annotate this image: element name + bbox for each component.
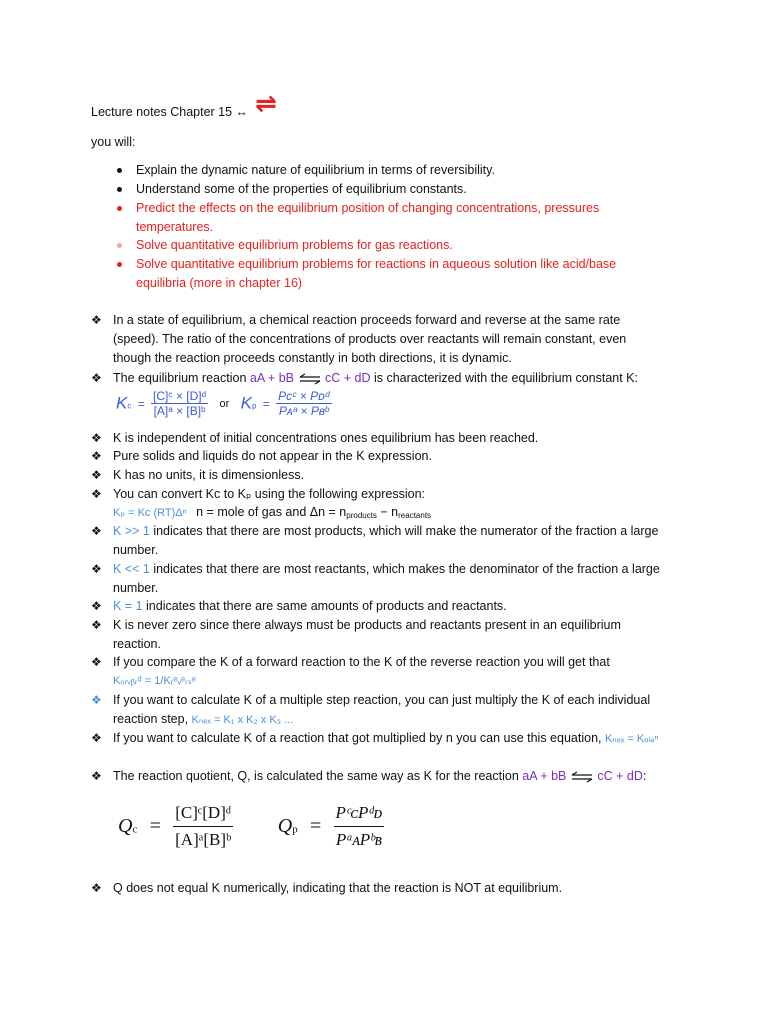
note-text: is characterized with the equilibrium constant K: (370, 371, 638, 385)
note-line: Pure solids and liquids do not appear in the K expression. (113, 449, 432, 463)
multistep-relation: Kₙₑₓ = K₁ x K₂ x K₃ ... (191, 714, 294, 726)
note-line: In a state of equilibrium, a chemical reaction proceeds forward and reverse at the same rate (113, 313, 621, 327)
diamond-bullet-icon: ❖ (91, 562, 102, 576)
diamond-bullet-icon: ❖ (91, 371, 102, 385)
kp-subscript: p (251, 401, 257, 411)
diamond-bullet-icon: ❖ (91, 431, 102, 445)
qp-denominator: PᵃᴀPᵇʙ (335, 830, 383, 849)
kp-kc-conversion: Kₚ = Kᴄ (RT)Δⁿ (113, 507, 187, 519)
equilibrium-arrow-icon: ⇌ (255, 88, 277, 118)
note-line (113, 729, 658, 749)
objective-item: Understand some of the properties of equilibrium constants. (136, 182, 467, 196)
note-text: The equilibrium reaction (113, 371, 250, 385)
objective-item: Predict the effects on the equilibrium position of changing concentrations, pressures (136, 201, 600, 215)
power-relation: Kₙₑₓ = Kₒₗₔⁿ (604, 733, 659, 745)
note-line (113, 710, 293, 730)
diamond-bullet-icon: ❖ (91, 731, 102, 745)
or-text: or (219, 397, 230, 410)
qp-fraction (334, 803, 385, 850)
note-line: reaction. (113, 637, 161, 651)
diamond-bullet-icon: ❖ (91, 468, 102, 482)
note-text: The reaction quotient, Q, is calculated the same way as K for the reaction (113, 769, 523, 783)
kc-numerator: [C]ᶜ × [D]ᵈ (153, 389, 207, 403)
kp-fraction (276, 389, 331, 418)
note-line (113, 767, 646, 786)
note-line (113, 560, 660, 579)
note-line: Q does not equal K numerically, indicating that the reaction is NOT at equilibrium. (113, 881, 563, 895)
kc-kp-formula (116, 389, 332, 418)
qp-numerator: PᶜᴄPᵈᴅ (334, 803, 385, 827)
bullet-icon (117, 168, 122, 173)
kc-symbol: K (116, 393, 128, 413)
diamond-bullet-icon: ❖ (91, 693, 102, 707)
subscript-text: reactants (398, 511, 432, 520)
note-text: indicates that there are same amounts of products and reactants. (142, 599, 507, 613)
reaction-reactants: aA + bB (522, 769, 567, 783)
reaction-reactants: aA + bB (249, 371, 295, 385)
kp-symbol: K (240, 393, 252, 413)
intro-text: you will: (91, 135, 136, 149)
note-line: You can convert Kᴄ to Kₚ using the following expression: (113, 487, 426, 501)
note-lead: K << 1 (113, 562, 150, 576)
qc-symbol: Q (118, 815, 133, 837)
note-line: K has no units, it is dimensionless. (113, 468, 305, 482)
note-line: number. (113, 543, 159, 557)
note-line: number. (113, 581, 159, 595)
equals-sign: = (149, 815, 161, 837)
qp-symbol: Q (277, 815, 293, 837)
note-line (113, 522, 658, 541)
note-lead: K = 1 (113, 599, 143, 613)
diamond-bullet-icon: ❖ (91, 769, 102, 783)
objective-item: Solve quantitative equilibrium problems for reactions in aqueous solution like acid/base (136, 257, 617, 271)
qc-qp-formula (118, 803, 384, 850)
qc-subscript: c (132, 823, 138, 836)
note-lead: K >> 1 (113, 524, 150, 538)
forward-reverse-relation: Kₒᵣᵥᵦᵣᵈ = 1/Kᵣᵉᵥᵉᵣₛᵉ (113, 675, 196, 687)
note-line: K is independent of initial concentrations ones equilibrium has been reached. (113, 431, 539, 445)
equilibrium-arrow-icon (298, 373, 322, 385)
equals-sign: = (310, 815, 322, 837)
diamond-bullet-icon: ❖ (91, 655, 102, 669)
qc-denominator: [A]ᵃ[B]ᵇ (175, 830, 232, 849)
kp-numerator: Pᴄᶜ × Pᴅᵈ (278, 389, 330, 403)
note-text: indicates that there are most products, which will make the numerator of the fraction a large (149, 524, 659, 538)
note-text: reaction step, (113, 712, 192, 726)
diamond-bullet-icon: ❖ (91, 487, 102, 501)
equilibrium-arrow-icon (570, 771, 594, 783)
bullet-icon (117, 187, 122, 192)
objective-item: Explain the dynamic nature of equilibrium in terms of reversibility. (136, 163, 495, 177)
note-text: − n (376, 505, 399, 519)
note-line: If you want to calculate K of a multiple step reaction, you can just multiply the K of each individual (113, 693, 651, 707)
qc-numerator: [C]ᶜ[D]ᵈ (173, 803, 233, 827)
diamond-bullet-icon: ❖ (91, 881, 102, 895)
kc-denominator: [A]ᵃ × [B]ᵇ (153, 404, 206, 418)
objective-item-cont: temperatures. (136, 220, 214, 234)
qc-fraction (173, 803, 233, 850)
bullet-icon (117, 243, 122, 248)
note-line (113, 369, 638, 388)
kc-fraction (151, 389, 208, 418)
note-line (113, 597, 507, 616)
diamond-bullet-icon: ❖ (91, 313, 102, 327)
reaction-products: cC + dD (324, 371, 371, 385)
reaction-products: cC + dD (597, 769, 643, 783)
note-line: K is never zero since there always must be products and reactants present in an equilibrium (113, 618, 621, 632)
note-text: n = mole of gas and Δn = n (196, 505, 347, 519)
note-text: : (642, 769, 647, 783)
page-title: Lecture notes Chapter 15 ↔ (91, 105, 249, 119)
bullet-icon (117, 262, 122, 267)
diamond-bullet-icon: ❖ (91, 599, 102, 613)
equals-sign: = (262, 396, 270, 411)
equals-sign: = (137, 396, 145, 411)
note-line: though the reaction proceeds constantly in both directions, it is dynamic. (113, 351, 512, 365)
subscript-text: products (346, 511, 377, 520)
qp-subscript: p (292, 823, 298, 836)
objective-item-cont: equilibria (more in chapter 16) (136, 276, 303, 290)
note-line: (speed). The ratio of the concentrations of products over reactants will remain constant, even (113, 332, 627, 346)
bullet-icon (117, 206, 122, 211)
diamond-bullet-icon: ❖ (91, 618, 102, 632)
note-line: If you compare the K of a forward reaction to the K of the reverse reaction you will get that (113, 655, 610, 669)
diamond-bullet-icon: ❖ (91, 449, 102, 463)
objective-item: Solve quantitative equilibrium problems for gas reactions. (136, 238, 453, 252)
kp-denominator: Pᴀᵃ × Pʙᵇ (278, 404, 329, 418)
kc-subscript: c (127, 401, 132, 411)
note-text: If you want to calculate K of a reaction that got multiplied by n you can use this equation, (113, 731, 605, 745)
diamond-bullet-icon: ❖ (91, 524, 102, 538)
note-text: indicates that there are most reactants, which makes the denominator of the fraction a large (149, 562, 660, 576)
